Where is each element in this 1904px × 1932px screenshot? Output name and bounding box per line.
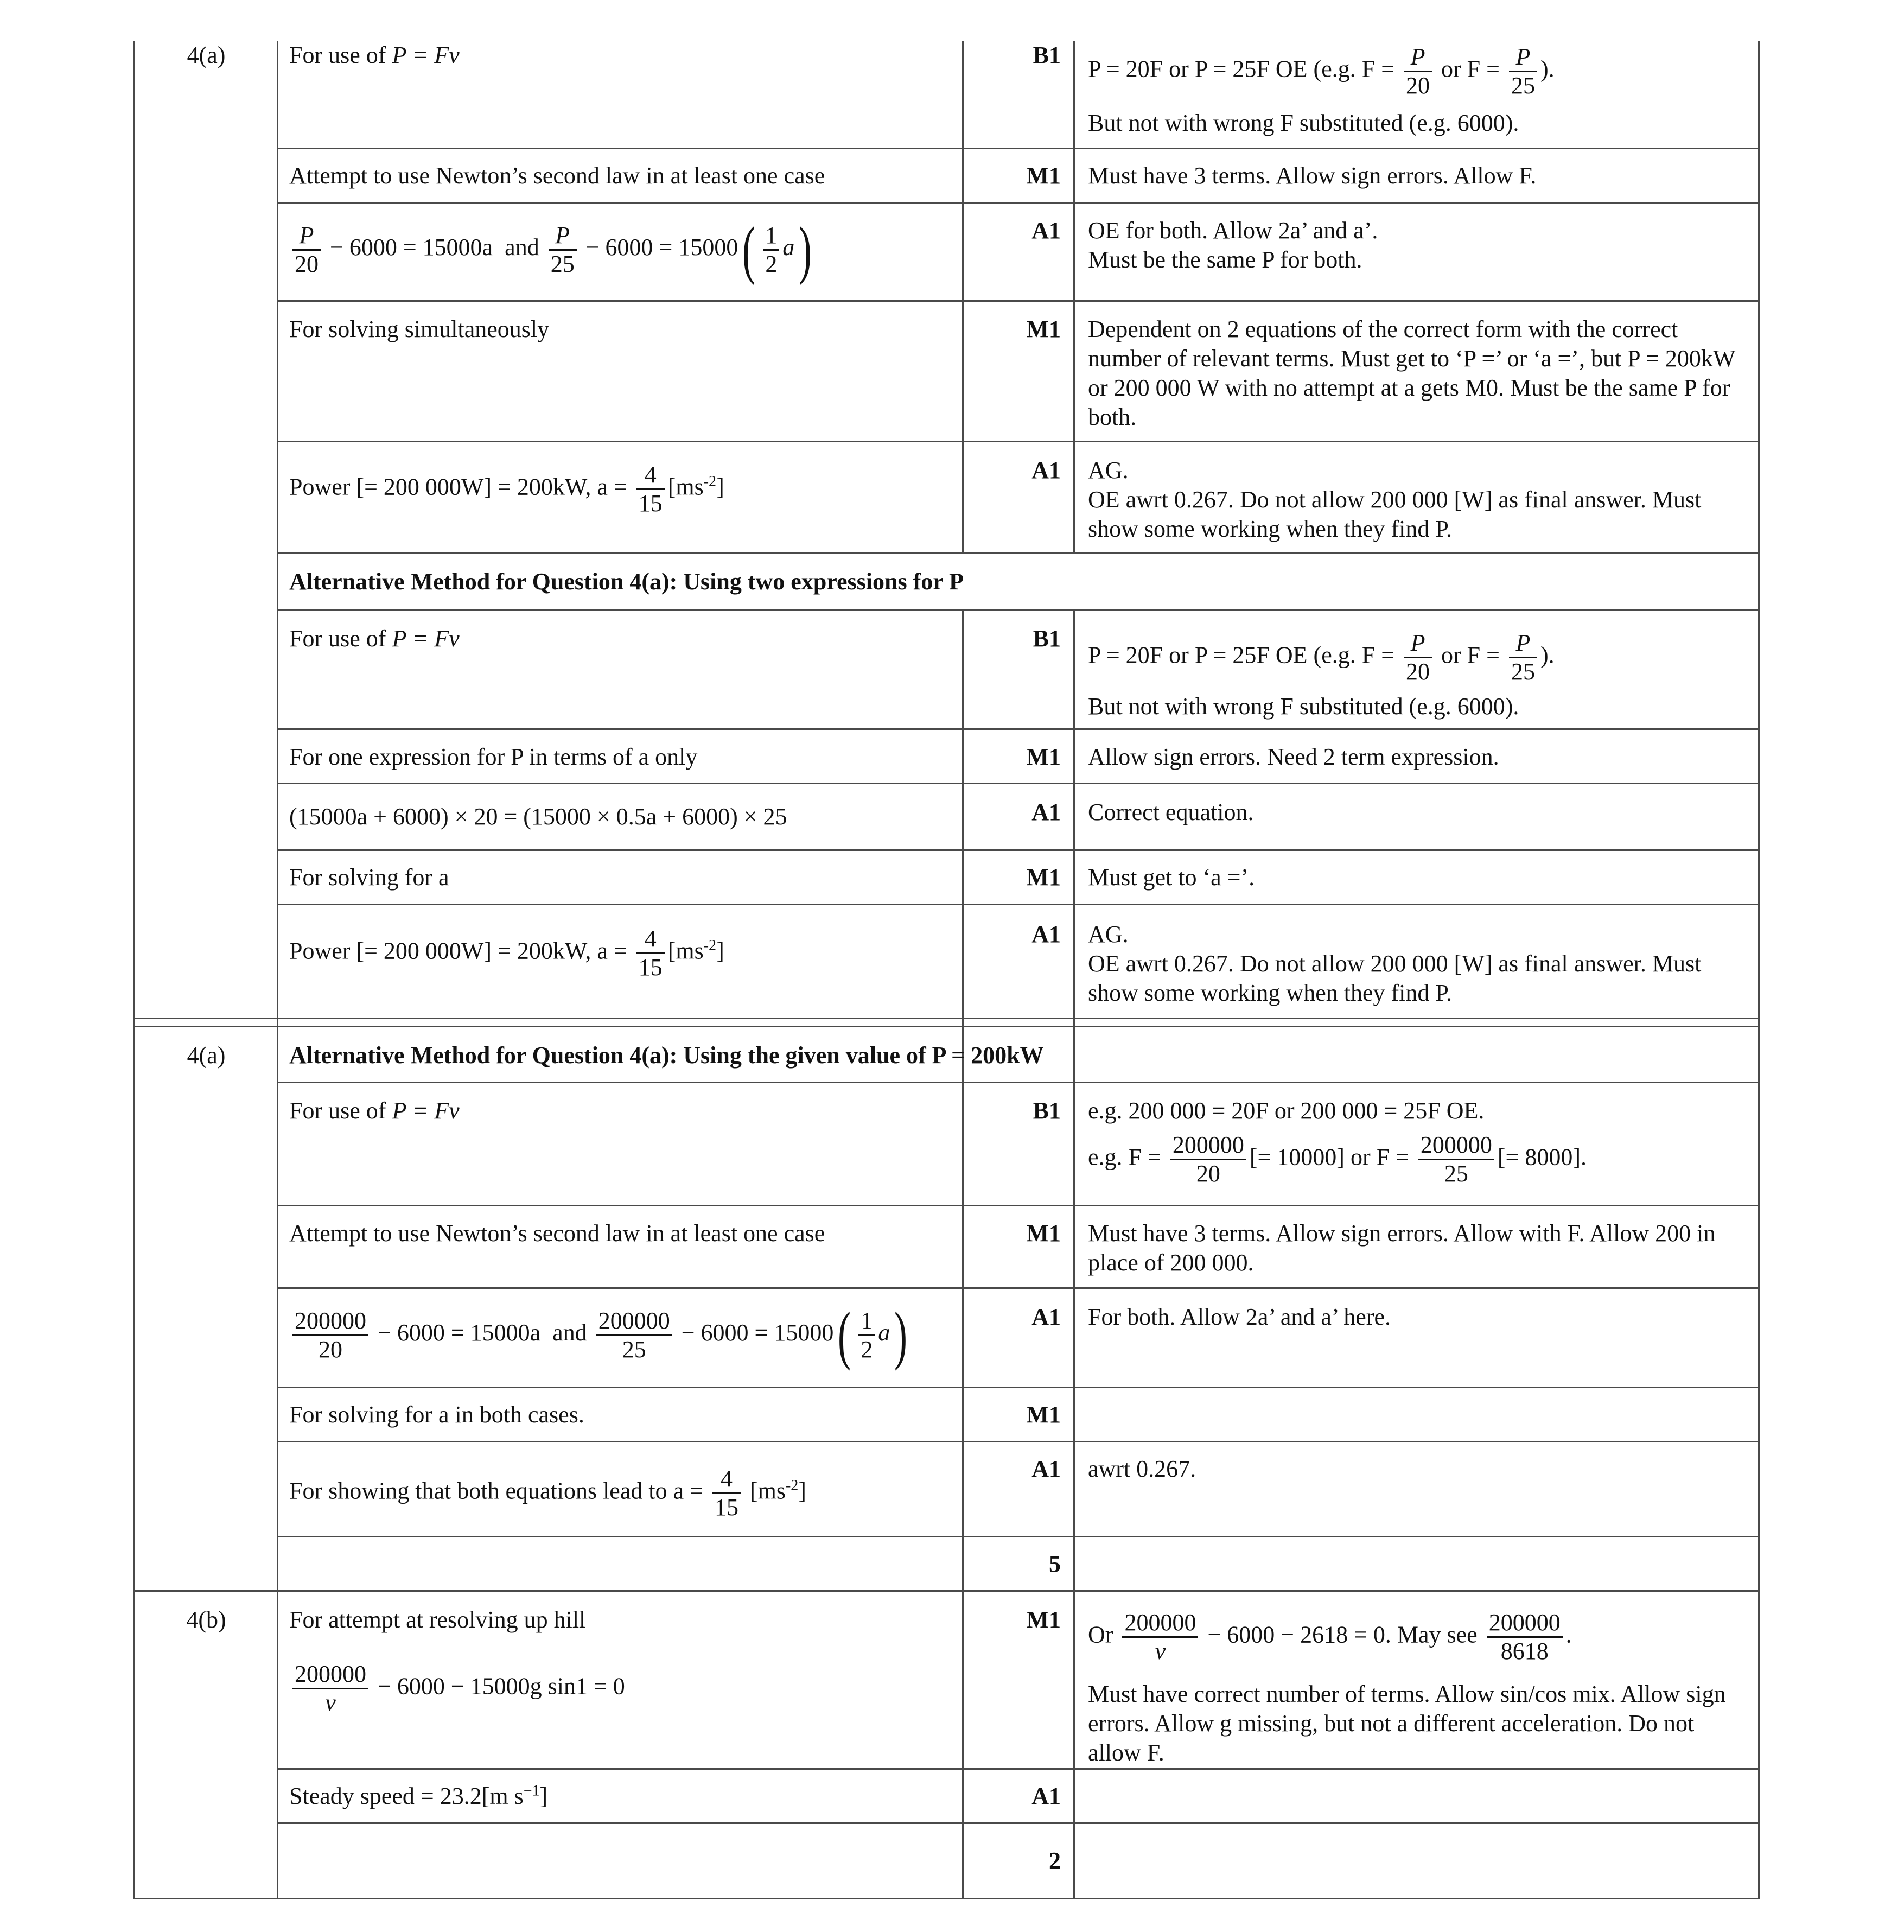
guidance-value: [= 8000].: [1497, 1143, 1587, 1171]
answer-text: For solving for a: [289, 864, 449, 891]
unit-exponent: −1: [523, 1782, 540, 1800]
guidance-prefix: Or: [1088, 1621, 1113, 1648]
answer-formula: P = Fv: [392, 625, 460, 652]
guidance-prefix: e.g. F =: [1088, 1143, 1161, 1171]
mark-code: M1: [1026, 162, 1061, 189]
guidance-line: [1088, 1132, 1587, 1187]
unit: [ms: [667, 937, 704, 964]
guidance-line: P = 20F or P = 25F OE (e.g. F =: [1088, 55, 1395, 82]
fraction: [292, 222, 321, 278]
answer-label: Power [= 200 000W] = 200kW, a =: [289, 473, 627, 500]
answer-formula: P = Fv: [392, 42, 460, 68]
row-divider: [277, 1768, 1760, 1770]
guidance-line: [1088, 1609, 1572, 1665]
row-divider: [277, 849, 1760, 851]
variable: a: [878, 1319, 890, 1346]
mark-code: A1: [1031, 921, 1061, 948]
answer-equation: [289, 213, 816, 285]
row-divider: [277, 148, 1760, 149]
equation-and: and: [505, 234, 539, 261]
table-border-bottom: [133, 1898, 1760, 1899]
row-divider: [277, 728, 1760, 730]
answer-text: Attempt to use Newton’s second law in at least one case: [289, 1220, 825, 1247]
fraction: $\frac{200000}{v}$: [1122, 1609, 1198, 1665]
answer-equation: (15000a + 6000) × 20 = (15000 × 0.5a + 6000) × 25: [289, 803, 787, 830]
mark-code: A1: [1031, 799, 1061, 825]
mark-code: M1: [1026, 864, 1061, 891]
answer-text: For solving simultaneously: [289, 316, 550, 342]
section-divider: [133, 1018, 1760, 1019]
guidance-line: e.g. 200 000 = 20F or 200 000 = 25F OE.: [1088, 1097, 1485, 1124]
numerator: P: [299, 221, 314, 249]
mark-code: B1: [1033, 625, 1061, 652]
table-border-right: [1758, 41, 1760, 1899]
unit-end: ]: [716, 937, 724, 964]
row-divider: [277, 1822, 1760, 1824]
answer-equation: [289, 1299, 912, 1371]
answer-text: [289, 461, 724, 517]
guidance-text: Dependent on 2 equations of the correct form with the correct number of relevant terms. Must get to ‘P =’ or ‘a =’, but P = 200kW or 200 000 W with no attempt at a gets M0. Must be the same P for both.: [1088, 316, 1735, 430]
fraction: $\frac{P}{20}$: [1404, 630, 1432, 685]
fraction: $\frac{1}{2}$: [763, 222, 779, 278]
answer-text: [289, 925, 724, 981]
guidance-line: But not with wrong F substituted (e.g. 6000).: [1088, 110, 1519, 136]
answer-label: Steady speed = 23.2[m s: [289, 1783, 524, 1809]
fraction: $\frac{P}{25}$: [1509, 630, 1537, 685]
column-divider-guidance: [1073, 1085, 1075, 1899]
left-paren: (: [742, 213, 756, 285]
question-number: 4(b): [186, 1606, 226, 1633]
fraction: $\frac{200000}{20}$: [292, 1307, 368, 1363]
alternative-method-heading: Alternative Method for Question 4(a): Using the given value of P = 200kW: [289, 1042, 1044, 1069]
fraction: $\frac{1}{2}$: [858, 1307, 875, 1363]
unit-end: ]: [798, 1477, 806, 1504]
answer-label: For use of: [289, 625, 386, 652]
fraction: $\frac{4}{15}$: [636, 925, 665, 981]
table-border-left: [133, 41, 135, 1899]
answer-text: For solving for a in both cases.: [289, 1401, 584, 1428]
answer-label: For showing that both equations lead to a =: [289, 1477, 703, 1504]
unit-exponent: -2: [703, 473, 717, 490]
section-divider: [133, 1590, 1760, 1592]
mark-code: A1: [1031, 1304, 1061, 1330]
row-divider: [277, 441, 1760, 442]
guidance-text: [1088, 630, 1555, 685]
column-divider-marks: [962, 1085, 964, 1899]
row-divider: [277, 1205, 1760, 1206]
numerator: P: [1515, 43, 1531, 70]
guidance-line: OE awrt 0.267. Do not allow 200 000 [W] as final answer. Must show some working when they find P.: [1088, 950, 1702, 1006]
guidance-line: AG.: [1088, 457, 1129, 484]
fraction: $\frac{200000}{20}$: [1170, 1132, 1246, 1187]
guidance-value: [= 10000] or F =: [1249, 1143, 1409, 1171]
numerator: P: [555, 221, 570, 249]
guidance-end: .: [1565, 1621, 1572, 1648]
fraction: $\frac{200000}{v}$: [292, 1661, 368, 1717]
equation-part: − 6000 − 15000g sin1 = 0: [378, 1673, 625, 1700]
guidance-text: For both. Allow 2a’ and a’ here.: [1088, 1304, 1391, 1330]
guidance-text: Must get to ‘a =’.: [1088, 864, 1255, 891]
total-marks: 5: [1049, 1550, 1061, 1577]
row-divider: [277, 609, 1760, 611]
numerator: P: [1410, 43, 1425, 70]
guidance-or: or F =: [1441, 641, 1500, 669]
unit-exponent: -2: [785, 1477, 799, 1494]
alternative-method-heading: Alternative Method for Question 4(a): Using two expressions for P: [289, 568, 964, 595]
guidance-text: [1088, 43, 1555, 99]
equation-and: and: [552, 1319, 587, 1346]
right-paren: ): [799, 213, 812, 285]
row-divider: [277, 1287, 1760, 1289]
fraction: $\frac{4}{15}$: [636, 461, 665, 517]
mark-code: M1: [1026, 1220, 1061, 1247]
guidance-or: or F =: [1441, 55, 1500, 82]
equation-part: − 6000 = 15000: [585, 234, 738, 261]
guidance-line: OE for both. Allow 2a’ and a’.: [1088, 217, 1378, 244]
row-divider: [277, 552, 1760, 554]
mark-code: B1: [1033, 42, 1061, 68]
row-divider: [277, 1536, 1760, 1537]
answer-text: Attempt to use Newton’s second law in at least one case: [289, 162, 825, 189]
equation-part: − 6000 = 15000a: [378, 1319, 541, 1346]
mark-code: M1: [1026, 316, 1061, 342]
answer-equation: [289, 1661, 625, 1717]
guidance-text: Allow sign errors. Need 2 term expression.: [1088, 743, 1499, 770]
denominator: 20: [295, 250, 319, 277]
guidance-middle: − 6000 − 2618 = 0. May see: [1207, 1621, 1478, 1648]
total-marks: 2: [1049, 1847, 1061, 1874]
fraction: [1509, 43, 1537, 99]
variable: a: [782, 234, 795, 261]
fraction: $\frac{200000}{25}$: [1418, 1132, 1494, 1187]
unit: [ms: [749, 1477, 786, 1504]
question-number: 4(a): [187, 42, 226, 68]
guidance-end: ).: [1540, 55, 1555, 82]
mark-code: A1: [1031, 217, 1061, 244]
unit-exponent: -2: [703, 937, 717, 954]
answer-text: [289, 1782, 547, 1811]
equation-part: − 6000 = 15000: [681, 1319, 834, 1346]
right-paren: ): [894, 1299, 908, 1371]
guidance-line: P = 20F or P = 25F OE (e.g. F =: [1088, 641, 1395, 669]
guidance-end: ).: [1540, 641, 1555, 669]
answer-text: [289, 624, 460, 653]
row-divider: [277, 1387, 1760, 1388]
row-divider: [277, 202, 1760, 204]
answer-text: [289, 41, 460, 70]
guidance-text: Must have 3 terms. Allow sign errors. Allow F.: [1088, 162, 1537, 189]
fraction: $\frac{200000}{8618}$: [1487, 1609, 1563, 1665]
answer-text: [289, 1096, 460, 1126]
row-divider: [277, 1082, 1760, 1083]
denominator: 20: [1406, 72, 1430, 99]
fraction: [1404, 43, 1432, 99]
unit-end: ]: [716, 473, 724, 500]
answer-text: For one expression for P in terms of a only: [289, 743, 698, 770]
left-paren: (: [838, 1299, 851, 1371]
guidance-line: AG.: [1088, 921, 1129, 948]
answer-label: For use of: [289, 1097, 386, 1124]
denominator: 25: [1511, 72, 1535, 99]
section-divider: [133, 1026, 1760, 1027]
question-number: 4(a): [187, 1042, 226, 1069]
guidance-line: OE awrt 0.267. Do not allow 200 000 [W] as final answer. Must show some working when they find P.: [1088, 486, 1702, 542]
mark-code: M1: [1026, 743, 1061, 770]
answer-text: [289, 1465, 806, 1521]
equation-part: − 6000 = 15000a: [330, 234, 493, 261]
guidance-text: awrt 0.267.: [1088, 1456, 1196, 1482]
guidance-line: But not with wrong F substituted (e.g. 6000).: [1088, 693, 1519, 720]
row-divider: [277, 783, 1760, 784]
row-divider: [277, 904, 1760, 905]
column-divider-question: [277, 41, 278, 1899]
answer-text: For attempt at resolving up hill: [289, 1606, 586, 1633]
guidance-text: Correct equation.: [1088, 799, 1254, 825]
mark-code: A1: [1031, 1456, 1061, 1482]
guidance-text: Must have correct number of terms. Allow sin/cos mix. Allow sign errors. Allow g missing, but not a different acceleration. Do not allow F.: [1088, 1681, 1726, 1766]
answer-label: Power [= 200 000W] = 200kW, a =: [289, 937, 627, 964]
denominator: 25: [550, 250, 575, 277]
mark-code: M1: [1026, 1401, 1061, 1428]
answer-label: For use of: [289, 42, 386, 68]
guidance-text: Must have 3 terms. Allow sign errors. Allow with F. Allow 200 in place of 200 000.: [1088, 1220, 1716, 1276]
mark-code: A1: [1031, 1783, 1061, 1809]
row-divider: [277, 1441, 1760, 1442]
mark-code: A1: [1031, 457, 1061, 484]
fraction: [549, 222, 577, 278]
answer-formula: P = Fv: [392, 1097, 460, 1124]
row-divider: [277, 300, 1760, 302]
unit: [ms: [667, 473, 704, 500]
mark-code: M1: [1026, 1606, 1061, 1633]
fraction: $\frac{200000}{25}$: [596, 1307, 672, 1363]
guidance-line: Must be the same P for both.: [1088, 246, 1362, 273]
unit-end: ]: [539, 1783, 548, 1809]
column-divider-guidance: [1073, 41, 1075, 554]
mark-code: B1: [1033, 1097, 1061, 1124]
fraction: $\frac{4}{15}$: [712, 1465, 741, 1521]
